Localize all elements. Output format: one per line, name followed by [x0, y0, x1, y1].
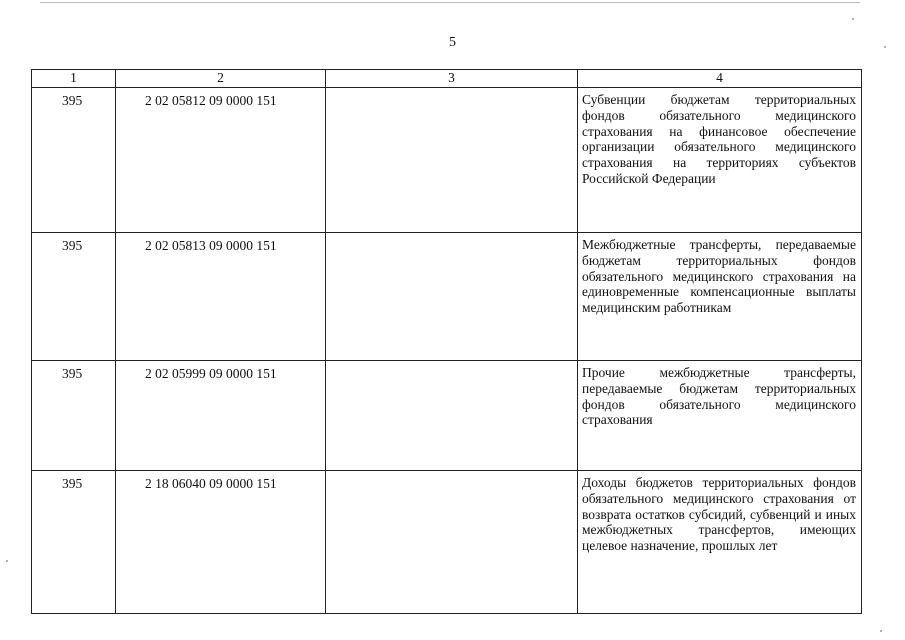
budget-classification-table [31, 69, 862, 614]
header-cell-3: 3 [326, 70, 578, 88]
header-cell-1: 1 [32, 70, 116, 88]
table-header-row [32, 70, 862, 88]
column-3-cell [326, 233, 578, 361]
description-cell: Доходы бюджетов территориальных фондов обязательного медицинского страхования от возврата остатков субсидий, субвенций и иных межбюджетных трансфертов, имеющих целевое назначение, прошлых лет [578, 471, 862, 614]
kbk-code-cell: 2 02 05813 09 0000 151 [116, 233, 326, 361]
scan-speck [880, 630, 882, 632]
kbk-code-cell: 2 02 05812 09 0000 151 [116, 88, 326, 233]
admin-code-cell: 395 [32, 471, 116, 614]
kbk-code-cell: 2 02 05999 09 0000 151 [116, 361, 326, 471]
scan-speck [6, 560, 8, 562]
page-number: 5 [449, 35, 456, 50]
description-cell: Субвенции бюджетам территориальных фондов обязательного медицинского страхования на финансовое обеспечение организации обязательного медицинского страхования на территориях субъектов Российской Федерации [578, 88, 862, 233]
column-3-cell [326, 361, 578, 471]
scan-speck [852, 18, 854, 20]
column-3-cell [326, 88, 578, 233]
table-row [32, 471, 862, 614]
header-cell-2: 2 [116, 70, 326, 88]
header-cell-4: 4 [578, 70, 862, 88]
scan-top-rule [40, 2, 860, 3]
kbk-code-cell: 2 18 06040 09 0000 151 [116, 471, 326, 614]
table-row [32, 233, 862, 361]
admin-code-cell: 395 [32, 361, 116, 471]
admin-code-cell: 395 [32, 88, 116, 233]
scan-speck [884, 46, 886, 48]
admin-code-cell: 395 [32, 233, 116, 361]
column-3-cell [326, 471, 578, 614]
table-row [32, 361, 862, 471]
description-cell: Прочие межбюджетные трансферты, передаваемые бюджетам территориальных фондов обязательного медицинского страхования [578, 361, 862, 471]
table-row [32, 88, 862, 233]
description-cell: Межбюджетные трансферты, передаваемые бюджетам территориальных фондов обязательного медицинского страхования на единовременные компенсационные выплаты медицинским работникам [578, 233, 862, 361]
